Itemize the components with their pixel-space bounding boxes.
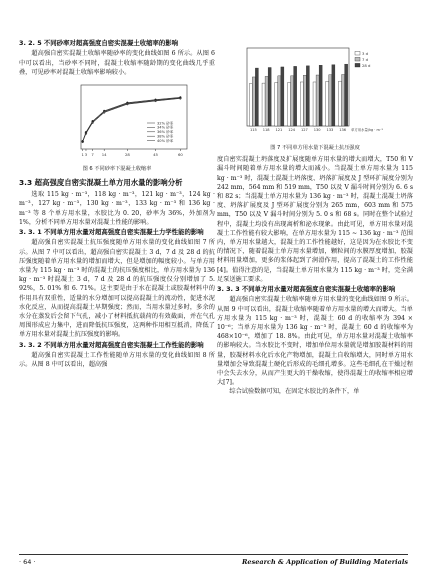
section-heading-3-3-1: 3. 3. 1 不同单方用水量对超高强度自密实混凝土力学性能的影响 [19,228,204,237]
bar [300,82,303,126]
x-tick-label: 121 [275,128,283,132]
x-tick-label: 133 [326,128,334,132]
bar [342,75,345,126]
journal-name: Research & Application of Building Materials [242,558,408,566]
x-tick-label: 118 [262,128,270,132]
compressive-strength-bar-chart [217,40,413,140]
bar [332,65,335,126]
right-column [217,38,413,397]
data-point [179,96,181,98]
x-axis-label: 单方用水量/kg · m⁻³ [351,128,383,132]
paragraph: 超高强自密实混凝土抗压强度随单方用水量的变化曲线如图 7 所示。从图 7 中可以看出，超高强自密实混凝土 3 d，7 d 及 28 d 的抗压强度随着单方用水量的增加而增大，但是增加的幅度较小。与单方用水量为 115 kg · m⁻³ 时的混凝土的抗压强度相比，单方用水量为 136 kg · m⁻³ 时混凝土 3 d，7 d 及 28 d 的抗压强度仅分别增加了 5. 92%，5. 01% 和 6. 71%。这主要是由于水在混凝土或胶凝材料中的作用具有双重性，适量的水分增加可以提高混凝土的流动性，促进水泥水化反应，从而提高混凝土早期强度；然而，当用水量过多时，多余的水分在蒸发后会留下气孔，减小了材料抵抗载荷的有效截面，并在气孔周围形成应力集中，进而降低抗压强度，这两种作用相互抵消，降低了单方用水量对混凝土抗压强度的影响。 [19,239,215,339]
legend-label: 40% 砂率 [157,138,174,143]
x-tick-label: 115 [249,128,257,132]
legend-label: 38% 砂率 [157,134,174,139]
legend-swatch [355,51,360,55]
bar [313,82,316,126]
x-tick-label: 28 [124,152,130,158]
data-point [92,120,94,122]
legend-label: 32% 砂率 [157,121,174,126]
bar [275,83,278,126]
bar [265,76,268,126]
x-tick-label: 136 [339,128,347,132]
legend-label: 36% 砂率 [157,130,174,135]
legend-label: 3 d [362,50,369,56]
paragraph: 选取 115 kg · m⁻³，118 kg · m⁻³，121 kg · m⁻³，124 kg · m⁻³，127 kg · m⁻³，130 kg · m⁻³，133 kg · m⁻³ 和 136 kg · m⁻³ 等 8 个单方用水量，水胶比为 0. 20，砂率为 36%，外加剂为 1%，分析不同单方用水量对混凝土性能的影响。 [19,191,215,226]
bar [252,77,255,126]
paragraph: 超高强自密实混凝土工作性能随单方用水量的变化曲线如图 8 所示。从图 8 中可以看出，超高强 [19,352,215,369]
figure-6 [19,79,215,164]
bar [319,65,322,126]
bar [281,67,284,126]
legend-label: 34% 砂率 [157,125,174,130]
legend-label: 7 d [362,56,369,62]
data-point [126,102,128,104]
legend-swatch [355,57,360,61]
paragraph: 度自密实混凝土坍落度及扩展度随单方用水量的增大而增大，T50 和 V 漏斗时间随着单方用水量的增大而减小。当混凝土单方用水量为 115 kg · m⁻³ 时，混凝土混凝土坍落度、坍落扩展度及 J 型环扩展度分别为 242 mm，564 mm 和 519 mm，T50 以及 V 漏斗时间分别为 6. 6 s 和 82 s；当混凝土单方用水量为 136 kg · m⁻³ 时，混凝土混凝土坍落度、坍落扩展度及 J 型环扩展度分别为 265 mm，603 mm 和 575 mm，T50 以及 V 漏斗时间分别为 5. 0 s 和 68 s。同时在整个试验过程中，混凝土均没有出现离析和泌水现象。由此可见，单方用水量对混凝土工作性能有较大影响，在单方用水量为 115 ~ 136 kg · m⁻³ 范围内，单方用水量越大，混凝土的工作性能越好，这是因为在水胶比不变的情况下，随着混凝土单方用水量增加，颗粒间的水膜厚度增加，胶凝材料用量增加，更多的浆体起到了润滑作用，提高了混凝土的工作性能[4]。值得注意的是，当混凝土单方用水量为 115 kg · m⁻³ 时，完全满足泵送施工要求。 [217,156,414,283]
bar [326,81,329,126]
section-heading-3-2-5: 3. 2. 5 不同砂率对超高强度自密实混凝土收缩率的影响 [19,39,179,47]
paragraph: 综合试验数据可知，在固定水胶比的条件下，单 [229,388,360,396]
bar [339,81,342,126]
x-tick-label: 14 [101,152,107,158]
bar [291,76,294,126]
x-tick-label: 124 [288,128,296,132]
left-column [19,38,215,369]
shrinkage-line-chart [19,79,215,161]
bar [262,83,265,126]
paragraph: 超高强自密实混凝土收缩率随单方用水量的变化曲线如图 9 所示。从图 9 中可以看出，混凝土收缩率随着单方用水量的增大而增大。当单方用水量为 115 kg · m⁻³ 时，混凝土 60 d 的收缩率为 394 × 10⁻⁶；当单方用水量为 136 kg · m⁻³ 时，混凝土 60 d 的收缩率为 468×10⁻⁶，增加了 18. 8%。由此可见，单方用水量对混凝土收缩率的影响较大。当水胶比不变时，增加单位用水量就是增加胶凝材料的用量，胶凝材料水化后水化产物增加，混凝土自收缩增大，同时单方用水量增加会导致混凝土硬化后形成的毛细孔增多。这些毛细孔在干燥过程中会失去水分，从而产生更大的干燥收缩，使得混凝土的收缩率相应增大[7]。 [217,296,413,387]
figure-7 [217,40,413,143]
page-number: · 64 · [19,558,36,566]
data-point [85,131,87,133]
section-heading-3-3: 3.3 超高强度自密实混凝土单方用水量的影响分析 [19,178,183,188]
section-heading-3-3-3: 3. 3. 3 不同单方用水量对超高强度自密实混凝土收缩率的影响 [217,285,396,294]
figure-6-caption: 图 6 不同砂率下混凝土收缩率 [82,166,152,173]
bar [294,66,297,126]
figure-7-caption: 图 7 不同单方用水量下混凝土抗压强度 [270,145,360,152]
x-tick-label: 130 [313,128,321,132]
legend-swatch [355,63,360,67]
x-tick-label: 1 [81,152,84,158]
data-point [82,140,84,142]
bar [306,66,309,126]
data-point [155,99,157,101]
bar [255,68,258,126]
bar [278,76,281,126]
legend-label: 28 d [362,62,371,68]
bar [268,68,271,127]
x-tick-label: 3 [84,152,88,158]
section-heading-3-3-2: 3. 3. 2 不同单方用水量对超高强度自密实混凝土工作性能的影响 [19,340,204,349]
x-tick-label: 60 [177,152,183,158]
bar [288,83,291,126]
bar [329,75,332,126]
x-tick-label: 7 [91,152,94,158]
bar [303,75,306,126]
page-footer [19,554,408,566]
paragraph: 超高强自密实混凝土收缩率随砂率的变化曲线如图 6 所示。从图 6 中可以看出，当砂率不同时，混凝土收缩率随龄期的变化曲线几乎重叠，可见砂率对混凝土收缩率影响较小。 [19,50,215,76]
x-tick-label: 127 [300,128,308,132]
bar [345,64,348,126]
x-tick-label: 45 [153,152,158,158]
bar [249,84,252,126]
bar [316,75,319,126]
data-point [103,110,105,112]
